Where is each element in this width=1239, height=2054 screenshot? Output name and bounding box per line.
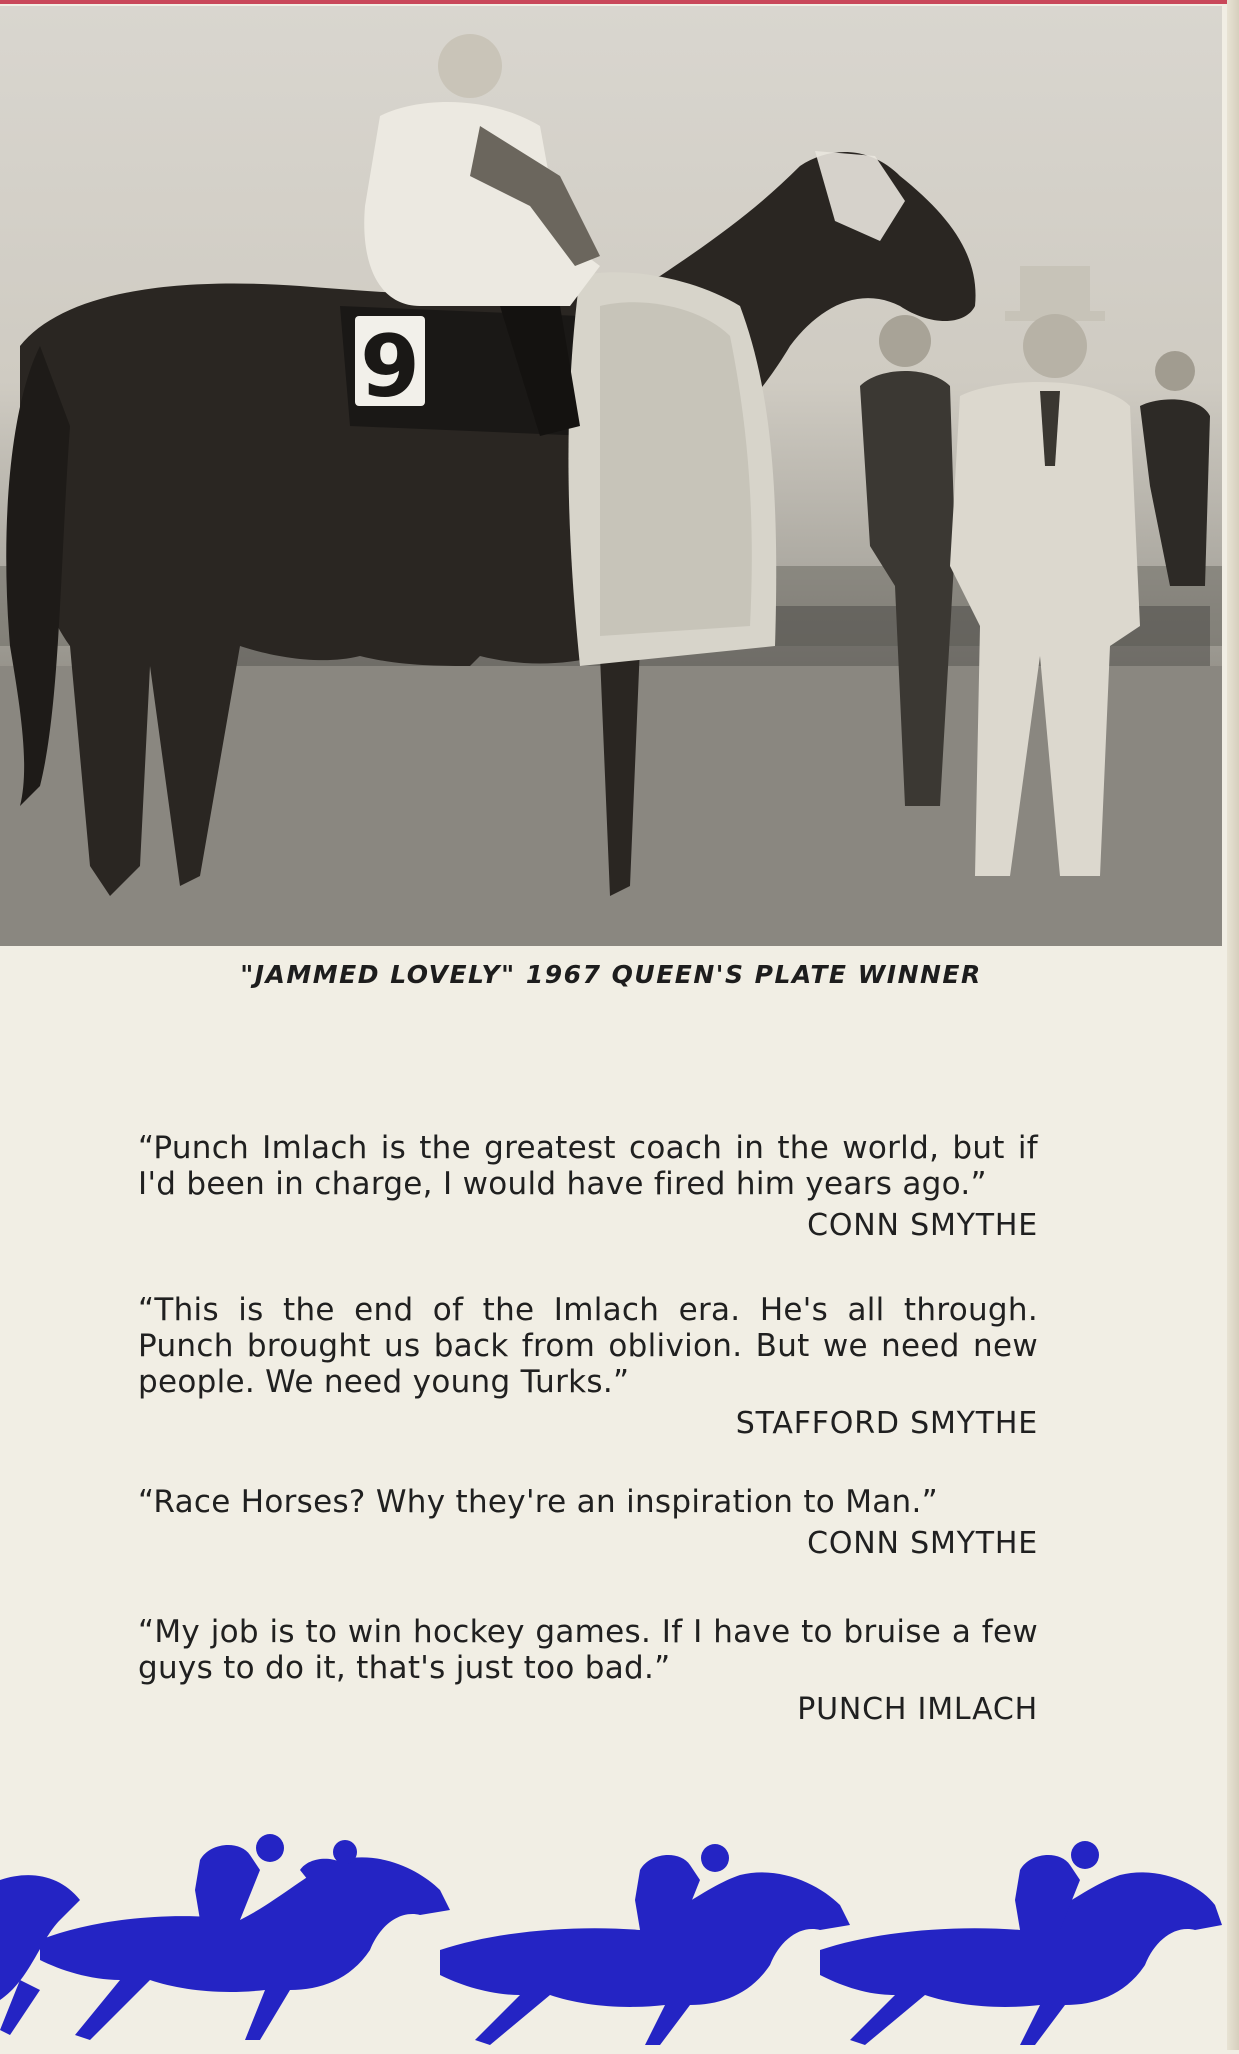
quote-4 xyxy=(138,1614,1038,1728)
racing-horses-silhouette-icon xyxy=(0,1830,1239,2050)
quote-text: “This is the end of the Imlach era. He's all through. Punch brought us back from oblivion. But we need new people. We need young Turks.” xyxy=(138,1292,1038,1400)
quote-author: PUNCH IMLACH xyxy=(797,1692,1038,1727)
quote-3 xyxy=(138,1484,1038,1562)
winner-photo xyxy=(0,6,1222,946)
winner-photo-illustration xyxy=(0,6,1222,946)
quote-author: STAFFORD SMYTHE xyxy=(735,1406,1038,1441)
saddle-number: 9 xyxy=(360,317,420,417)
quote-2 xyxy=(138,1292,1038,1442)
spine-edge xyxy=(1227,0,1239,2050)
quote-1 xyxy=(138,1130,1038,1244)
quote-author: CONN SMYTHE xyxy=(807,1526,1038,1561)
top-edge-stripe xyxy=(0,0,1239,4)
racing-horses-band xyxy=(0,1830,1239,2050)
quote-text: “Punch Imlach is the greatest coach in the world, but if I'd been in charge, I would have fired him years ago.” xyxy=(138,1130,1038,1202)
quote-text: “My job is to win hockey games. If I have to bruise a few guys to do it, that's just too bad.” xyxy=(138,1614,1038,1686)
quote-text: “Race Horses? Why they're an inspiration to Man.” xyxy=(138,1484,939,1520)
photo-caption: "JAMMED LOVELY" 1967 QUEEN'S PLATE WINNER xyxy=(240,960,982,989)
quote-author: CONN SMYTHE xyxy=(807,1208,1038,1243)
